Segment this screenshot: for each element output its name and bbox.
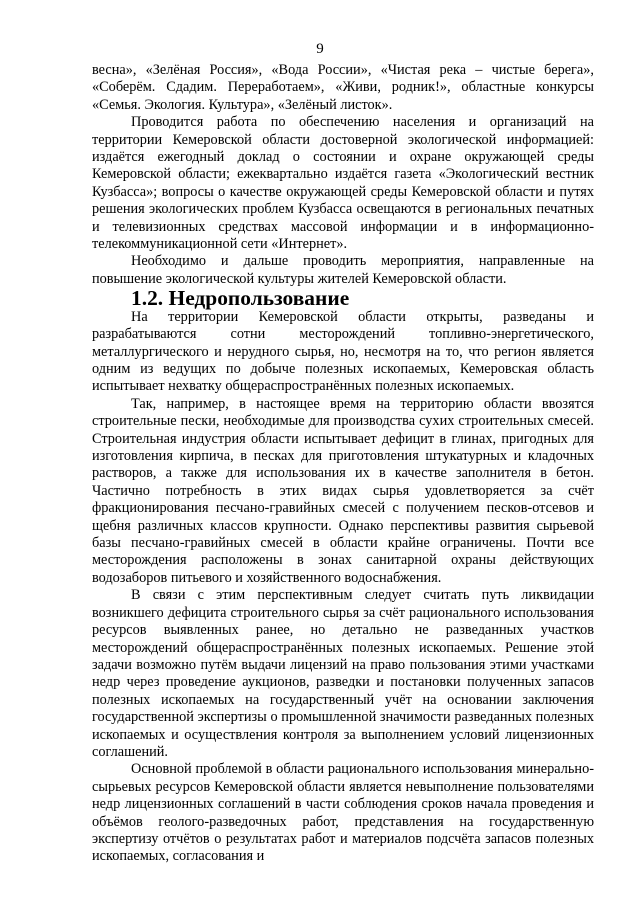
paragraph-building-materials: Так, например, в настоящее время на территорию области ввозятся строительные пески, необходимые для производства сухих строительных смесей. Строительная индустрия области испытывает дефицит в глинах, пригодных для изготовления кирпича, в песках для приготовления штукатурных и кладочных растворов, а также для использования их в качестве заполнителя в бетон. Частично потребность в этих видах сырья удовлетворяется за счёт фракционирования песчано-гравийных смесей с получением песков-отсевов и щебня различных классов крупности. Однако перспективы развития сырьевой базы песчано-гравийных смесей в области крайне ограничены. Почти все месторождения расположены в зонах санитарной охраны действующих водозаборов питьевого и хозяйственного водоснабжения. xyxy=(92,395,594,586)
paragraph-continuation: весна», «Зелёная Россия», «Вода России», «Чистая река – чистые берега», «Соберём. Сдадим. Переработаем», «Живи, родник!», областные конкурсы «Семья. Экология. Культура», «Зелёный листок». xyxy=(92,62,594,113)
paragraph-resource-licensing: В связи с этим перспективным следует считать путь ликвидации возникшего дефицита строительного сырья за счёт рационального использования ресурсов выявленных ранее, но детально не разведанных участков месторождений общераспространённых полезных ископаемых. Решение этой задачи возможно путём выдачи лицензий на право пользования этими участками недр через проведение аукционов, разведки и постановки полученных запасов полезных ископаемых на государственный учёт на основании заключения государственной экспертизы о промышленной значимости разведанных полезных ископаемых и осуществления контроля за выполнением условий лицензионных соглашений. xyxy=(92,587,594,760)
paragraph-main-problem: Основной проблемой в области рационального использования минерально-сырьевых ресурсов Кемеровской области является невыполнение пользователями недр лицензионных соглашений в части соблюдения сроков начала проведения и объёмов геолого-разведочных работ, представления на государственную экспертизу отчётов о результатах работ и материалов подсчёта запасов полезных ископаемых, согласования и xyxy=(92,761,594,865)
paragraph-subsoil-overview: На территории Кемеровской области открыты, разведаны и разрабатываются сотни месторождений топливно-энергетического, металлургического и нерудного сырья, но, несмотря на то, что регион является одним из ведущих по добыче полезных ископаемых, Кемеровская область испытывает нехватку общераспространённых полезных ископаемых. xyxy=(92,308,594,395)
page-content xyxy=(92,62,594,866)
section-heading: 1.2. Недропользование xyxy=(131,286,350,311)
paragraph-eco-culture: Необходимо и дальше проводить мероприятия, направленные на повышение экологической культуры жителей Кемеровской области. xyxy=(92,253,594,287)
paragraph-eco-information: Проводится работа по обеспечению населения и организаций на территории Кемеровской области достоверной экологической информацией: издаётся ежегодный доклад о состоянии и охране окружающей среды Кемеровской области; ежеквартально издаётся газета «Экологический вестник Кузбасса»; вопросы о качестве окружающей среды Кемеровской области и путях решения экологических проблем Кузбасса освещаются в региональных печатных и телевизионных средствах массовой информации и в информационно-телекоммуникационной сети «Интернет». xyxy=(92,114,594,253)
page-number: 9 xyxy=(316,41,324,57)
